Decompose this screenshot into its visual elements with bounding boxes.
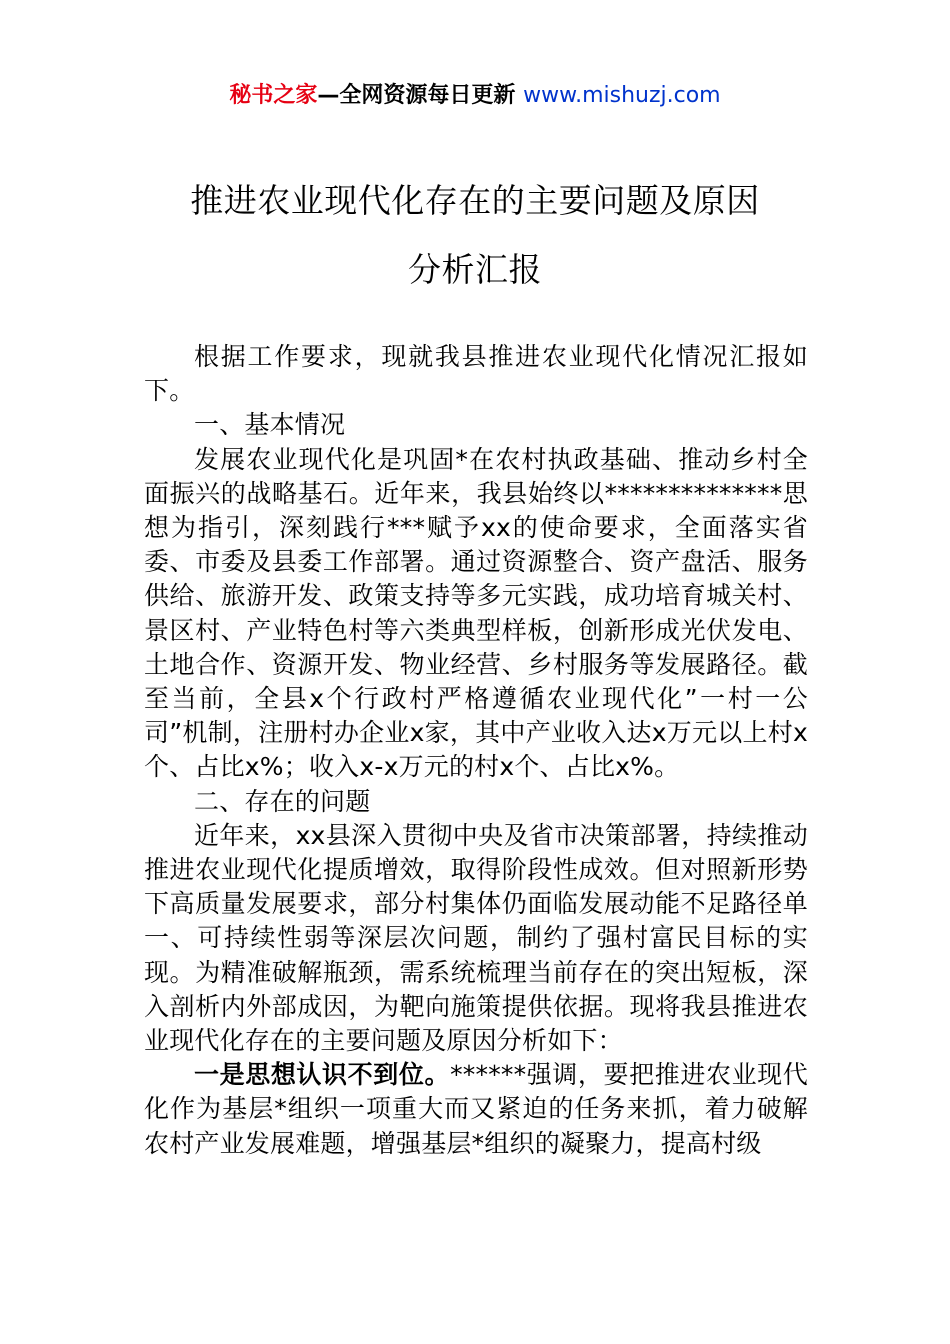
document-title-line2: 分析汇报 [408,250,542,289]
problem-one-text: ******强调，要把推进农业现代化作为基层*组织一项重大而又紧迫的任务来抓，着力破解农村产业发展难题，增强基层*组织的凝聚力，提高村级 [144,1060,808,1158]
brand-name: 秘书之家 [229,83,318,108]
document-body [144,340,808,1161]
basic-situation-paragraph: 发展农业现代化是巩固*在农村执政基础、推动乡村全面振兴的战略基石。近年来，我县始终以**************思想为指引，深刻践行***赋予xx的使命要求，全面落实省委、市委及县委工作部署。通过资源整合、资产盘活、服务供给、旅游开发、政策支持等多元实践，成功培育城关村、景区村、产业特色村等六类典型样板，创新形成光伏发电、土地合作、资源开发、物业经营、乡村服务等发展路径。截至当前，全县x个行政村严格遵循农业现代化”一村一公司”机制，注册村办企业x家，其中产业收入达x万元以上村x个、占比x%；收入x-x万元的村x个、占比x%。 [144,444,808,782]
problems-paragraph: 近年来，xx县深入贯彻中央及省市决策部署，持续推动推进农业现代化提质增效，取得阶段性成效。但对照新形势下高质量发展要求，部分村集体仍面临发展动能不足路径单一、可持续性弱等深层次问题，制约了强村富民目标的实现。为精准破解瓶颈，需系统梳理当前存在的突出短板，深入剖析内外部成因，为靶向施策提供依据。现将我县推进农业现代化存在的主要问题及原因分析如下： [144,820,808,1056]
site-header [0,80,950,112]
section-heading-problems: 二、存在的问题 [194,786,371,816]
intro-paragraph: 根据工作要求，现就我县推进农业现代化情况汇报如下。 [144,342,808,406]
document-title-line1: 推进农业现代化存在的主要问题及原因 [190,181,760,220]
problem-one-paragraph [144,1058,808,1161]
site-url[interactable]: www.mishuzj.com [523,83,721,108]
section-heading-basic: 一、基本情况 [194,410,346,440]
problem-one-heading: 一是思想认识不到位。 [194,1060,451,1090]
header-slogan: —全网资源每日更新 [317,83,516,108]
